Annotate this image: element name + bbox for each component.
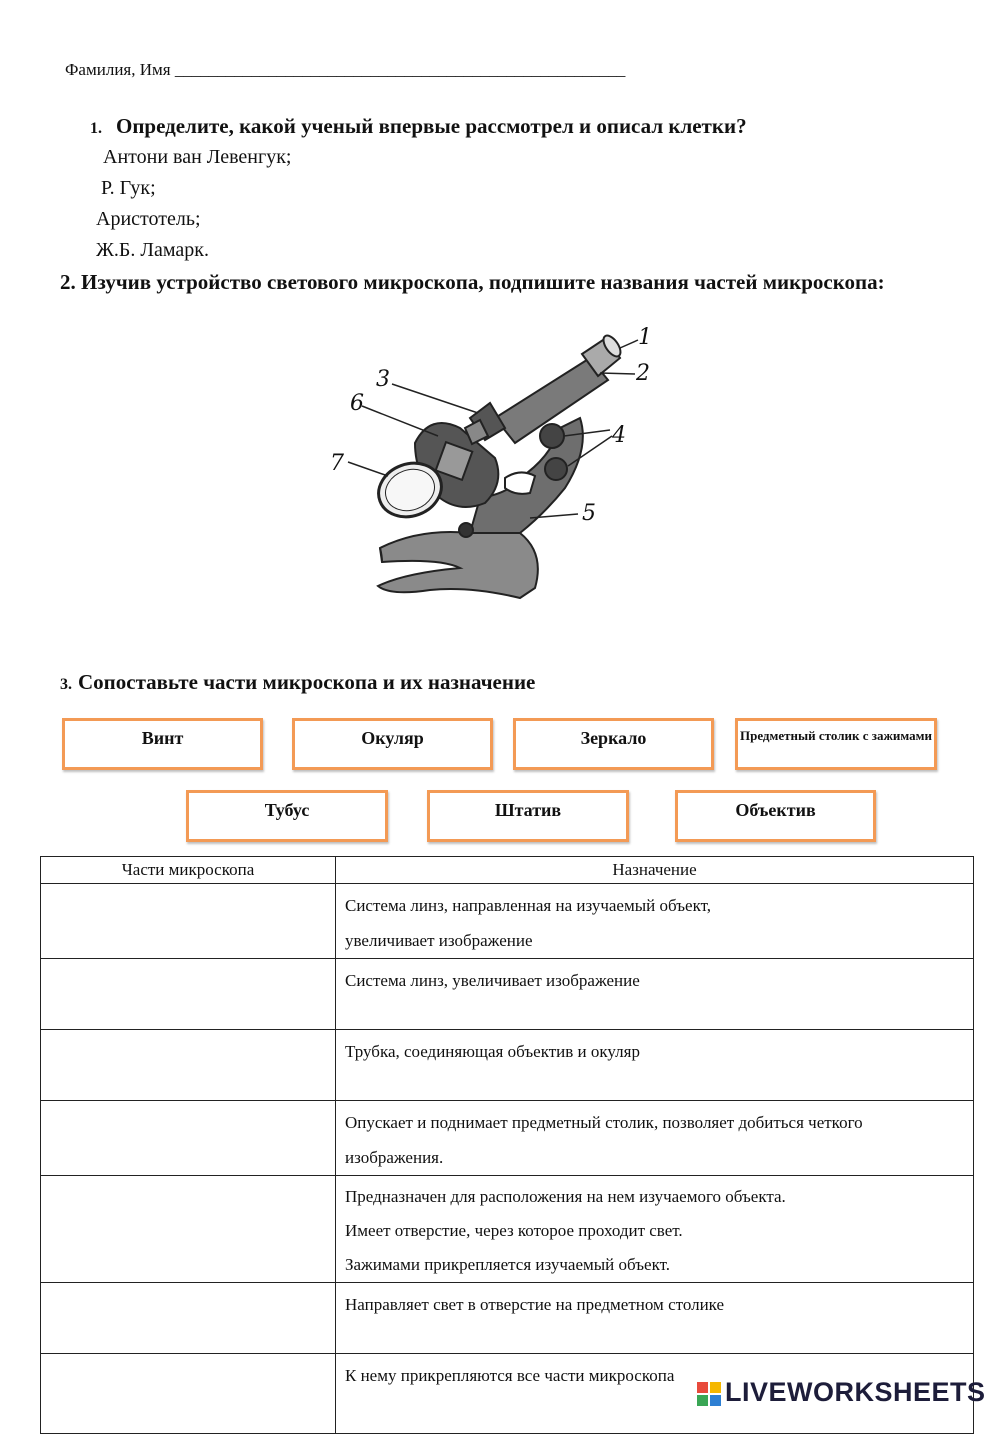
q1-option-4[interactable]: Ж.Б. Ламарк. — [96, 239, 209, 261]
matching-table — [40, 856, 974, 1434]
figure-label-4: 4 — [612, 423, 626, 448]
table-row — [41, 1101, 974, 1176]
answer-drop-zone[interactable] — [41, 1176, 336, 1283]
table-header-row — [41, 857, 974, 884]
question-3-text: Сопоставьте части микроскопа и их назначение — [78, 670, 536, 694]
answer-drop-zone[interactable] — [41, 884, 336, 959]
answer-drop-zone[interactable] — [41, 959, 336, 1030]
figure-label-5: 5 — [582, 501, 596, 526]
answer-box-obektiv[interactable]: Объектив — [675, 790, 876, 842]
watermark-text: LIVEWORKSHEETS — [725, 1377, 986, 1407]
question-3-title — [60, 670, 535, 695]
answer-drop-zone[interactable] — [41, 1030, 336, 1101]
answer-drop-zone[interactable] — [41, 1101, 336, 1176]
table-header-parts: Части микроскопа — [41, 857, 336, 884]
name-line: Фамилия, Имя _____________________________________________________ — [65, 60, 626, 79]
purpose-cell: Система линз, увеличивает изображение — [336, 959, 974, 1030]
answer-box-okulyar[interactable]: Окуляр — [292, 718, 493, 770]
figure-label-7: 7 — [330, 451, 344, 476]
figure-label-1: 1 — [638, 325, 652, 350]
purpose-cell: Направляет свет в отверстие на предметном столике — [336, 1283, 974, 1354]
question-2-title: 2. Изучив устройство светового микроскопа, подпишите названия частей микроскопа: — [60, 270, 885, 294]
q1-option-1[interactable]: Антони ван Левенгук; — [103, 146, 292, 168]
purpose-cell: Трубка, соединяющая объектив и окуляр — [336, 1030, 974, 1101]
answer-drop-zone[interactable] — [41, 1283, 336, 1354]
purpose-cell: Система линз, направленная на изучаемый объект, увеличивает изображение — [336, 884, 974, 959]
figure-label-6: 6 — [350, 391, 364, 416]
question-3-number: 3. — [60, 676, 72, 693]
purpose-cell: К нему прикрепляются все части микроскопа — [336, 1354, 974, 1434]
answer-box-zerkalo[interactable]: Зеркало — [513, 718, 714, 770]
q1-option-3[interactable]: Аристотель; — [96, 208, 201, 230]
liveworksheets-icon — [697, 1382, 721, 1406]
answer-box-tubus[interactable]: Тубус — [186, 790, 388, 842]
liveworksheets-logo — [697, 1377, 997, 1411]
table-row — [41, 959, 974, 1030]
table-row — [41, 884, 974, 959]
question-1-number: 1. — [90, 120, 102, 137]
answer-drop-zone[interactable] — [41, 1354, 336, 1434]
q1-option-2[interactable]: Р. Гук; — [101, 177, 156, 199]
purpose-cell: Предназначен для расположения на нем изучаемого объекта. Имеет отверстие, через которое проходит свет. Зажимами прикрепляется изучаемый объект. — [336, 1176, 974, 1283]
table-header-purpose: Назначение — [336, 857, 974, 884]
table-row — [41, 1030, 974, 1101]
microscope-figure — [320, 318, 660, 618]
answer-box-shtativ[interactable]: Штатив — [427, 790, 629, 842]
question-1-text: Определите, какой ученый впервые рассмотрел и описал клетки? — [116, 114, 747, 138]
answer-box-vint[interactable]: Винт — [62, 718, 263, 770]
figure-label-2: 2 — [636, 361, 650, 386]
figure-label-3: 3 — [376, 367, 390, 392]
purpose-cell: Опускает и поднимает предметный столик, позволяет добиться четкого изображения. — [336, 1101, 974, 1176]
table-row — [41, 1176, 974, 1283]
answer-box-stage[interactable]: Предметный столик с зажимами — [735, 718, 937, 770]
question-1-title — [90, 114, 747, 139]
table-row — [41, 1283, 974, 1354]
